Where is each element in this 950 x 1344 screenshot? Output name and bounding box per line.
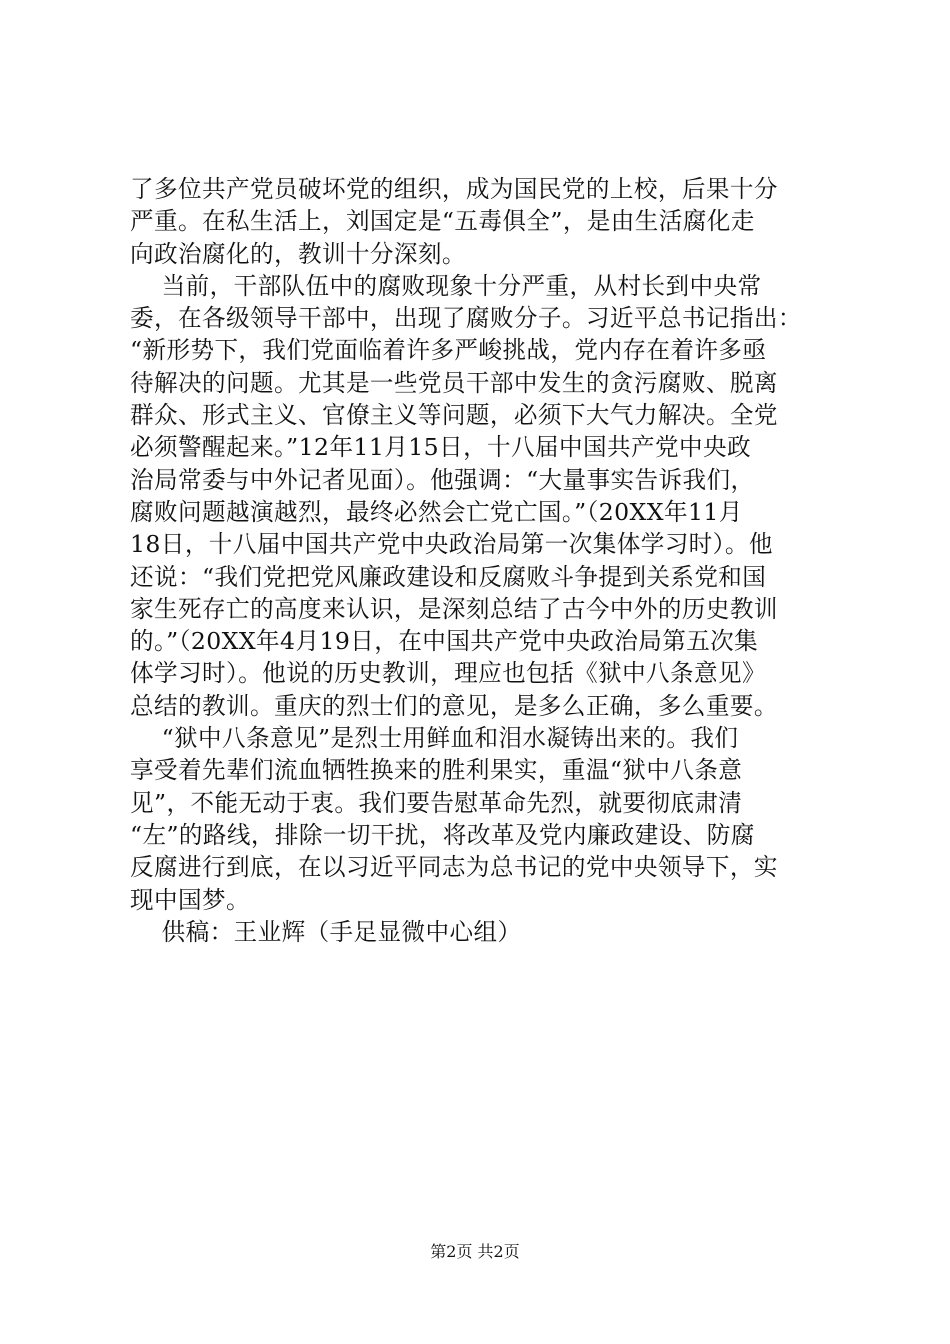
- text-line: “新形势下，我们党面临着许多严峻挑战，党内存在着许多亟: [130, 336, 767, 365]
- text-line: 现中国梦。: [130, 885, 250, 914]
- text-line: 还说：“我们党把党风廉政建设和反腐败斗争提到关系党和国: [130, 562, 767, 591]
- text-line: 待解决的问题。尤其是一些党员干部中发生的贪污腐败、脱离: [130, 368, 778, 397]
- text-line: 委，在各级领导干部中，出现了腐败分子。习近平总书记指出：: [130, 304, 802, 333]
- text-line: 18日，十八届中国共产党中央政治局第一次集体学习时）。他: [130, 530, 773, 559]
- text-line: 腐败问题越演越烈，最终必然会亡党亡国。”（20XX年11月: [130, 497, 743, 526]
- text-line: 治局常委与中外记者见面）。他强调：“大量事实告诉我们，: [130, 465, 755, 494]
- text-line: 当前，干部队伍中的腐败现象十分严重，从村长到中央常: [130, 271, 762, 300]
- text-line: 向政治腐化的，教训十分深刻。: [130, 239, 466, 268]
- text-line: 享受着先辈们流血牺牲换来的胜利果实，重温“狱中八条意: [130, 756, 743, 785]
- text-line: 总结的教训。重庆的烈士们的意见，是多么正确，多么重要。: [130, 691, 778, 720]
- text-line: 群众、形式主义、官僚主义等问题，必须下大气力解决。全党: [130, 401, 778, 430]
- text-line: “狱中八条意见”是烈士用鲜血和泪水凝铸出来的。我们: [130, 724, 739, 753]
- body-text: [130, 173, 830, 948]
- author-credit: 供稿：王业辉（手足显微中心组）: [130, 917, 522, 946]
- text-line: 必须警醒起来。”12年11月15日，十八届中国共产党中央政: [130, 433, 751, 462]
- text-line: 了多位共产党员破坏党的组织，成为国民党的上校，后果十分: [130, 175, 778, 203]
- text-line: 体学习时）。他说的历史教训，理应也包括《狱中八条意见》: [130, 659, 767, 688]
- text-line: 的。”（20XX年4月19日，在中国共产党中央政治局第五次集: [130, 627, 759, 656]
- page-number-footer: 第2页 共2页: [430, 1242, 520, 1261]
- text-line: 严重。在私生活上，刘国定是“五毒俱全”，是由生活腐化走: [130, 207, 755, 236]
- text-line: 见”，不能无动于衷。我们要告慰革命先烈，就要彻底肃清: [130, 788, 743, 817]
- text-line: 家生死存亡的高度来认识，是深刻总结了古今中外的历史教训: [130, 594, 778, 623]
- text-line: “左”的路线，排除一切干扰，将改革及党内廉政建设、防腐: [130, 820, 755, 849]
- text-line: 反腐进行到底，在以习近平同志为总书记的党中央领导下，实: [130, 853, 778, 882]
